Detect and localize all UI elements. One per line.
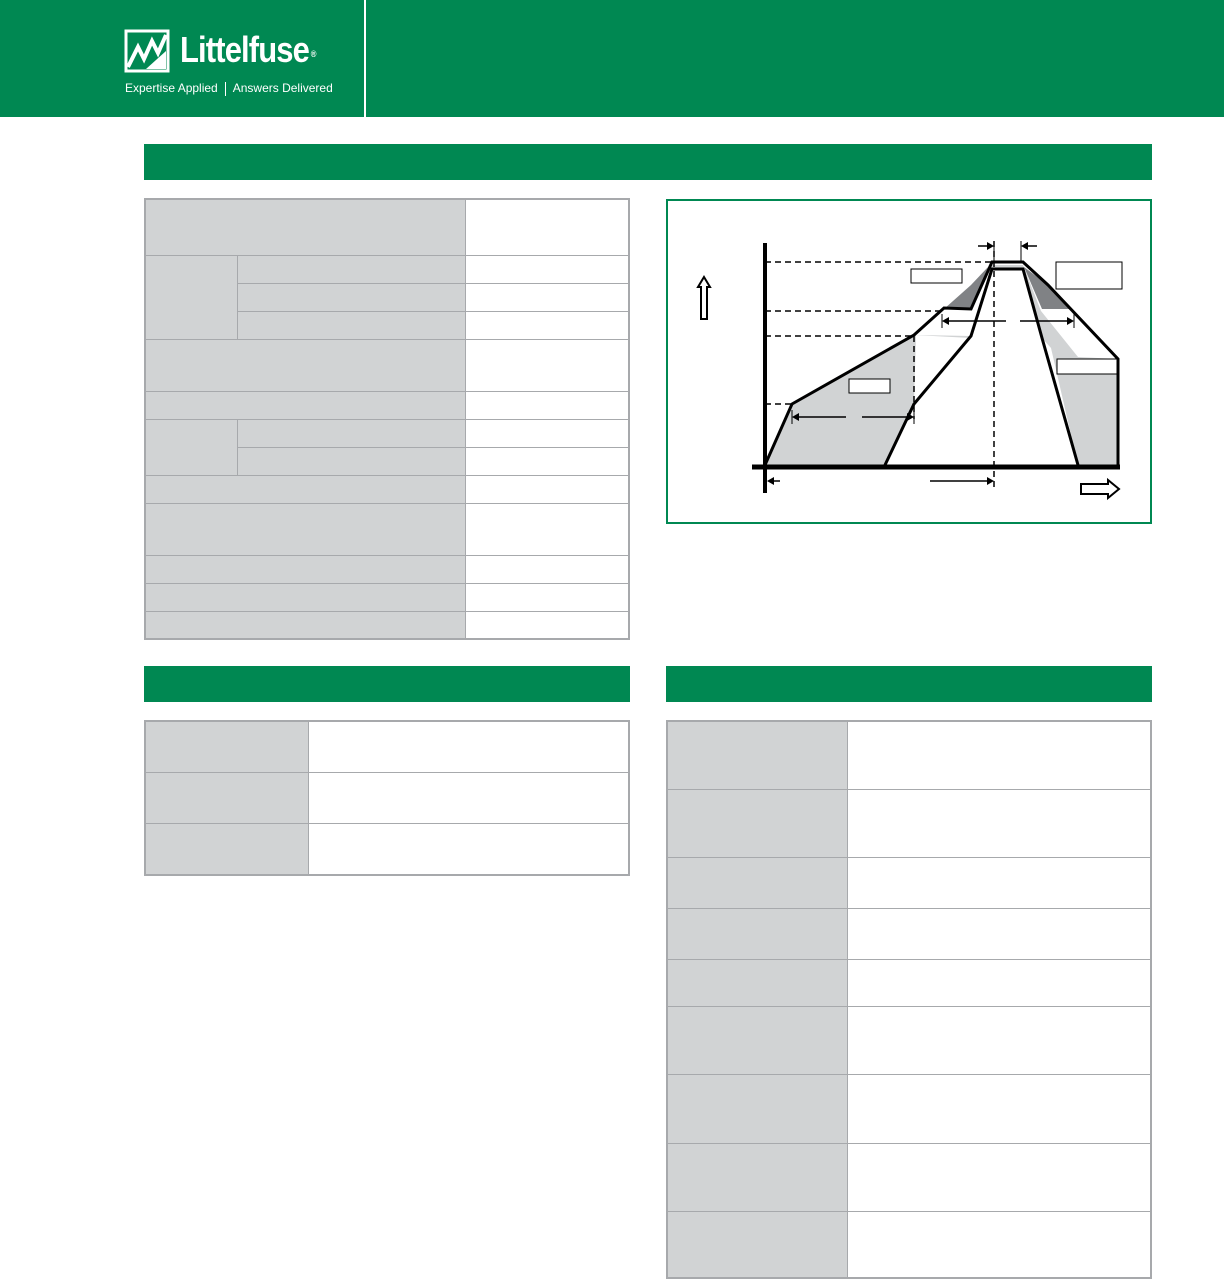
table-cell [465,583,629,611]
table-cell [237,255,465,283]
tl-arrowhead-left [942,317,949,325]
table-cell [237,283,465,311]
table-cell [145,583,465,611]
table-cell [145,255,237,339]
label-box-ramp-down [1056,262,1122,289]
table-cell [465,419,629,447]
table-cell [465,311,629,339]
label-box-ramp-up [1057,359,1117,374]
table-cell [667,1006,847,1074]
table-cell [667,789,847,857]
table-cell [145,555,465,583]
table-cell [465,283,629,311]
table-cell [847,1006,1151,1074]
table-cell [847,1074,1151,1143]
section-bar-environmental-specifications [666,666,1152,702]
table-cell [308,823,629,875]
littelfuse-logo-icon [124,29,170,73]
reflow-profile-svg [668,201,1150,522]
table-cell [667,721,847,789]
physical-specifications-table [144,720,630,876]
table-cell [667,1211,847,1278]
page-header [0,0,1224,117]
table-cell [308,721,629,772]
table-cell [847,857,1151,908]
table-cell [237,419,465,447]
table-cell [237,311,465,339]
label-box-preheat [849,379,890,393]
table-cell [847,908,1151,959]
table-cell [145,611,465,639]
table-cell [465,475,629,503]
table-cell [667,857,847,908]
table-cell [145,419,237,475]
temperature-arrow-icon [698,277,710,319]
tl-arrowhead-right [1067,317,1074,325]
table-cell [847,721,1151,789]
table-cell [237,447,465,475]
table-cell [145,823,308,875]
table-cell [145,503,465,555]
table-cell [847,959,1151,1006]
soldering-parameters-table [144,198,630,640]
reflow-profile-diagram [666,199,1152,524]
table-cell [145,391,465,419]
table-cell [667,959,847,1006]
table-cell [847,1143,1151,1211]
table-cell [847,1211,1151,1278]
table-cell [465,199,629,255]
table-cell [145,772,308,823]
table-cell [465,391,629,419]
time-arrowhead-right [987,477,994,485]
table-cell [465,339,629,391]
table-cell [465,611,629,639]
table-cell [145,475,465,503]
brand-wordmark: Littelfuse ® [180,29,316,70]
section-bar-soldering-parameters [144,144,1152,180]
environmental-specifications-table [666,720,1152,1279]
table-cell [465,555,629,583]
table-cell [465,255,629,283]
table-cell [145,339,465,391]
table-cell [145,199,465,255]
table-cell [847,789,1151,857]
brand-tagline: Expertise Applied Answers Delivered [125,81,333,95]
header-divider [364,0,366,117]
table-cell [667,908,847,959]
table-cell [667,1074,847,1143]
table-cell [465,503,629,555]
table-cell [667,1143,847,1211]
table-cell [465,447,629,475]
tp-arrowhead-left [987,242,994,250]
time-arrow-icon [1081,480,1119,498]
time-arrowhead-left [767,477,774,485]
tp-arrowhead-right [1021,242,1028,250]
section-bar-physical-specifications [144,666,630,702]
table-cell [145,721,308,772]
table-cell [308,772,629,823]
label-box-peak [911,269,962,283]
